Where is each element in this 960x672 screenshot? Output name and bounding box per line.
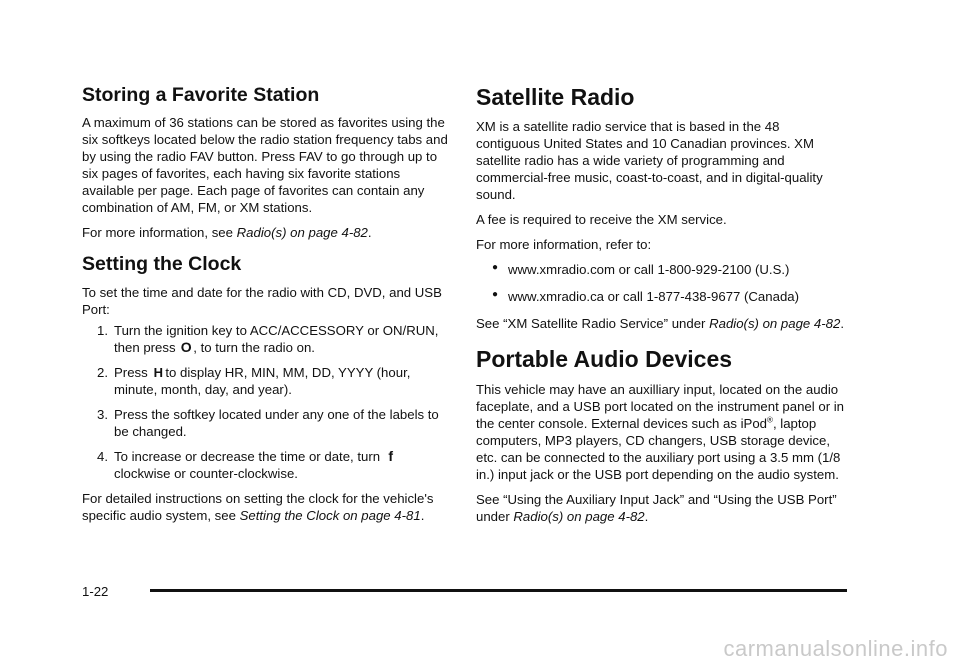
satellite-paragraph: XM is a satellite radio service that is based in the 48 contiguous United States and 10 Canadian provinces. XM satellite radio has a wide variety of programming and commercial-free music, coast-to-coast, and in digital-quality sound.	[476, 119, 823, 203]
aux-usb-ref-paragraph: See “Using the Auxiliary Input Jack” and “Using the USB Port” under Radio(s) on page 4-82.	[476, 491, 837, 524]
power-knob-icon: O	[180, 338, 192, 355]
heading-storing-favorite-station: Storing a Favorite Station	[82, 84, 320, 106]
registered-mark: ®	[767, 415, 773, 425]
radio-page-ref-link[interactable]: Radio(s) on page 4-82	[513, 508, 645, 524]
portable-audio-paragraph: This vehicle may have an auxilliary input, located on the audio faceplate, and a USB port located on the instrument panel or in the center console. External devices such as iPod®, laptop computers, MP3 players, CD changers, USB storage device, etc. can be connected to the auxiliary port using a 3.5 mm (1/8 in.) input jack or the USB port depending on the audio system.	[476, 381, 845, 482]
clock-step: 1. Turn the ignition key to ACC/ACCESSORY or ON/RUN, then press O , to turn the radio on.	[97, 322, 439, 355]
heading-portable-audio: Portable Audio Devices	[476, 346, 733, 373]
clock-detail-paragraph: For detailed instructions on setting the clock for the vehicle's specific audio system, see Setting the Clock on page 4-81.	[82, 490, 434, 523]
xm-contact-list	[476, 261, 846, 305]
tune-knob-icon: f	[388, 447, 394, 464]
heading-satellite-radio: Satellite Radio	[476, 84, 635, 110]
fee-paragraph: A fee is required to receive the XM service.	[476, 212, 727, 228]
refer-paragraph: For more information, refer to:	[476, 237, 652, 253]
right-column	[476, 84, 846, 525]
favorites-paragraph: A maximum of 36 stations can be stored as favorites using the six softkeys located below the radio station frequency tabs and by using the radio FAV button. Press FAV to go through up to six pages of favorites, each having six favorite stations available per page. Each page of favorites can contain any combination of AM, FM, or XM stations.	[82, 115, 448, 216]
radio-page-ref-link[interactable]: Radio(s) on page 4-82	[236, 225, 368, 241]
clock-page-ref-link[interactable]: Setting the Clock on page 4-81	[239, 507, 421, 523]
list-item: ● www.xmradio.ca or call 1-877-438-9677 (Canada)	[476, 288, 846, 305]
clock-button-icon: H	[153, 364, 164, 380]
clock-step: 3. Press the softkey located under any one of the labels to be changed.	[97, 406, 439, 439]
page-number: 1-22	[82, 584, 109, 599]
left-column	[82, 84, 452, 524]
clock-intro: To set the time and date for the radio with CD, DVD, and USB Port:	[82, 284, 442, 317]
watermark: carmanualsonline.info	[723, 636, 948, 661]
clock-step: 2. Press H to display HR, MIN, MM, DD, YYYY (hour, minute, month, day, and year).	[97, 364, 411, 397]
radio-page-ref-link[interactable]: Radio(s) on page 4-82	[709, 316, 841, 332]
footer-rule	[150, 589, 847, 592]
clock-steps	[82, 322, 452, 482]
bullet-icon: ●	[491, 262, 498, 274]
clock-step: 4. To increase or decrease the time or date, turn fclockwise or counter-clockwise.	[82, 448, 452, 482]
list-item: ● www.xmradio.com or call 1-800-929-2100 (U.S.)	[476, 261, 846, 278]
xm-service-ref-paragraph: See “XM Satellite Radio Service” under Radio(s) on page 4-82.	[476, 316, 844, 332]
bullet-icon: ●	[491, 289, 498, 301]
heading-setting-clock: Setting the Clock	[82, 253, 242, 276]
favorites-more-info: For more information, see Radio(s) on page 4-82.	[82, 225, 372, 241]
